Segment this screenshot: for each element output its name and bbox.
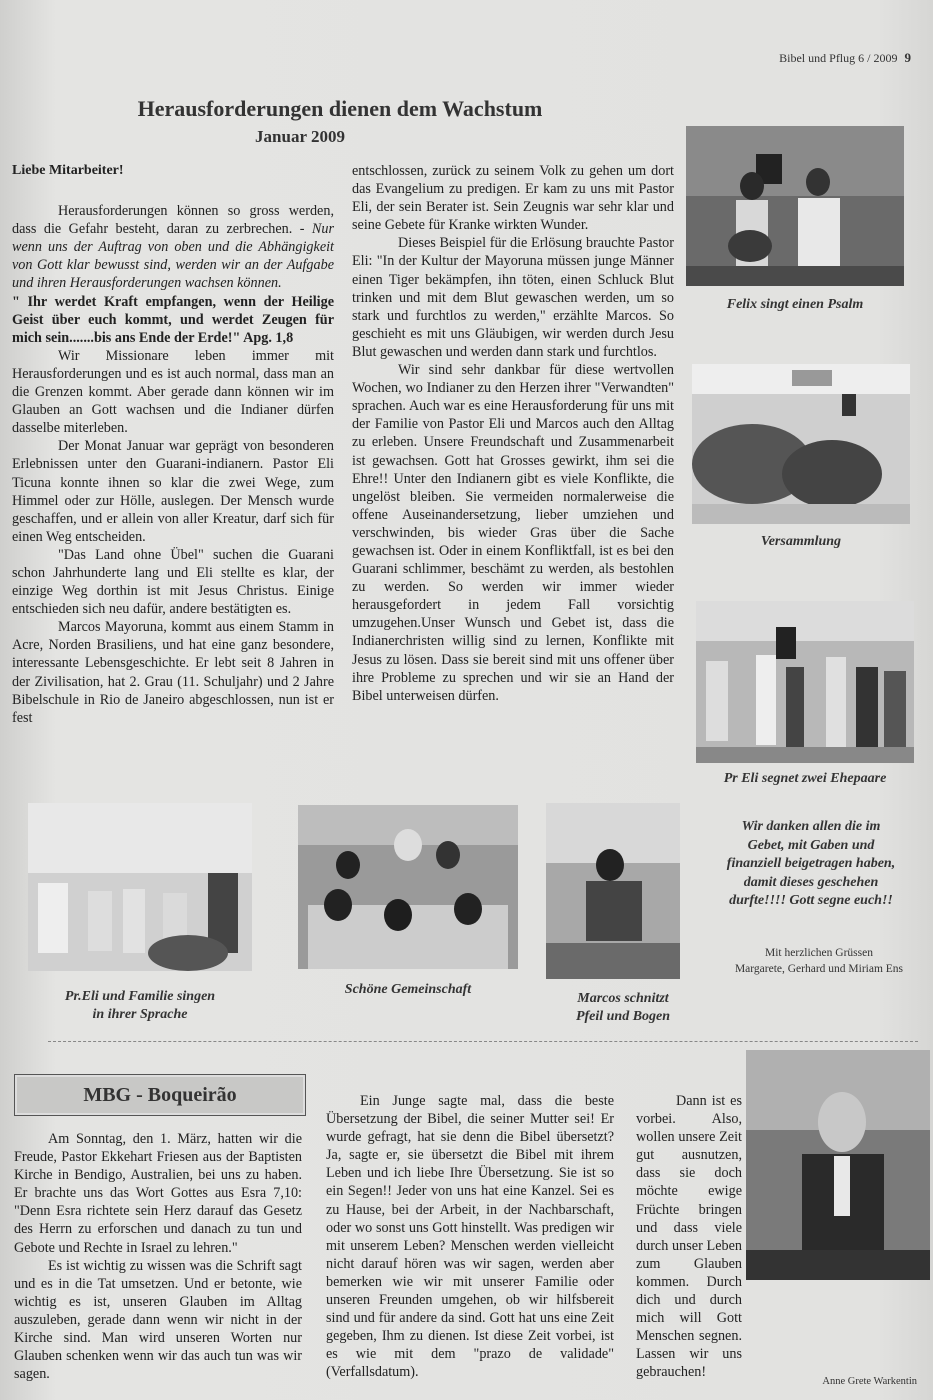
issue-number: 6 / 2009 (858, 51, 898, 65)
second-paragraph-2: Es ist wichtig zu wissen was die Schrift sagt und es in die Tat umsetzen. Und er betonte, wie wichtig es ist, unseren Glauben im Alltag auszuleben, gerade dann wenn wir nicht in der Kirche sind. Man wird unseren Worten nur Glauben schenken wenn wir das auch tun was wir sagen. (14, 1257, 302, 1383)
thanks-line-2: Gebet, mit Gaben und (747, 837, 875, 853)
second-column-1 (14, 1130, 302, 1383)
thanks-line-3: finanziell beigetragen haben, (726, 856, 896, 871)
paragraph-5: Marcos Mayoruna, kommt aus einem Stamm in Acre, Norden Brasiliens, und hat eine ganz besondere, interessante Lebensgeschichte. Er lebt seit 8 Jahren in der Zivilisation, hat 2. Grau (11. Schuljahr) und 2 Jahre Bibelschule in Rio de Janeiro abgeschlossen, nun ist er fest (12, 619, 334, 726)
thanks-line-1: Wir danken allen die im (741, 819, 881, 834)
regards-line-1: Mit herzlichen Grüssen (765, 947, 873, 959)
photo-eli-family (28, 803, 252, 971)
caption-eli: Pr Eli segnet zwei Ehepaare (723, 771, 887, 786)
caption-marcos-line-1: Marcos schnitzt (577, 991, 669, 1006)
paragraph-4: "Das Land ohne Übel" suchen die Guarani schon Jahrhunderte lang und Eli stellte es klar, der einzige Weg dorthin ist mit Jesus Christus. Einige entschieden sich neu dafür, andere bestätigten es. (12, 546, 334, 618)
paragraph-7: Dieses Beispiel für die Erlösung brauchte Pastor Eli: "In der Kultur der Mayoruna müssen junge Männer einen Tiger bekämpfen, ihn töten, einen Schluck Blut trinken und mit dem Blut gewaschen werden, um so stark und furchtlos zu werden," erzählte Marcos. So geschieht es mit uns Gläubigen, wir werden durch Jesu Blut gewaschen und werden dann stark und furchtlos. (352, 235, 674, 360)
article-column-1 (12, 162, 334, 727)
caption-gemeinschaft: Schöne Gemeinschaft (344, 982, 472, 997)
bible-verse: " Ihr werdet Kraft empfangen, wenn der Heilige Geist über euch kommt, und werdet Zeugen für mich sein.......bis ans Ende der Erde!" Apg. 1,8 (12, 293, 334, 346)
section-divider (48, 1041, 918, 1042)
intro-italic-text: Nur wenn uns der Auftrag von oben und die Abhängigkeit von Gott klar bewusst sind, werden wir an der Aufgabe und ihren Herausforderungen wachsen können. (12, 221, 334, 292)
regards (716, 945, 922, 977)
article-title: Herausforderungen dienen dem Wachstum (137, 96, 543, 121)
caption-marcos (546, 990, 700, 1026)
article-column-2 (352, 162, 674, 705)
second-column-2 (326, 1092, 614, 1382)
journal-name: Bibel und Pflug (779, 51, 856, 65)
paragraph-2: Wir Missionare leben immer mit Herausforderungen und es ist auch normal, dass man an die Grenzen kommt. Aber gerade dann können wir im Glauben an Gott wachsen und die Indianer dürfen dasselbe miterleben. (12, 347, 334, 437)
caption-family (28, 988, 252, 1024)
intro-paragraph (12, 202, 334, 292)
section-title-box: MBG - Boqueirão (14, 1074, 306, 1116)
caption-versammlung: Versammlung (760, 534, 842, 549)
photo-felix-psalm (686, 126, 904, 286)
regards-line-2: Margarete, Gerhard und Miriam Ens (734, 963, 904, 975)
caption-family-line-2: in ihrer Sprache (92, 1007, 188, 1022)
photo-gemeinschaft (298, 805, 518, 969)
thanks-line-4: damit dieses geschehen (743, 874, 879, 890)
caption-felix: Felix singt einen Psalm (726, 297, 864, 312)
page-number: 9 (904, 50, 911, 65)
paragraph-6: entschlossen, zurück zu seinem Volk zu gehen um dort das Evangelium zu predigen. Er kam zu uns mit Pastor Eli, der sein Berater ist. Sein Zeugnis war sehr klar und seine Gebete für Kranke wirkten Wunder. (352, 163, 674, 234)
photo-eli-blessing (696, 601, 914, 763)
intro-text: Herausforderungen können so gross werden, dass die Gefahr besteht, daran zu zerbrechen. - (12, 203, 334, 238)
second-column-3a (636, 1092, 742, 1382)
paragraph-8: Wir sind sehr dankbar für diese wertvollen Wochen, wo Indianer zu den Herzen ihrer "Verwandten" sprachen. Auch war es eine Herausforderung für uns mit der Familie von Pastor Eli und Marcos auch den Alltag zu erleben. Unsere Freundschaft und Zusammenarbeit ist gewachsen. Gott hat Grosses gewirkt, ihm sei die Ehre!! Unter den Indianern gibt es viele Konflikte, die ungelöst bleiben. Sie vermeiden normalerweise die offene Auseinandersetzung, lieber umziehen und verschwinden, bis wieder Gras über die Sache gewachsen ist. Oder in einem Konfliktfall, ist es bei den Guarani schlimmer, beschämt zu werden, als bestohlen zu werden. So werden wir immer wieder herausgefordert in jedem Fall vorsichtig umzugehen.Unser Wunsch und Gebet ist, dass die Indianerchristen willig sind zu lernen, Konflikte mit Jesus zu lösen. Dass sie bereit sind mit uns offener über ihre Probleme zu sprechen und wir sie an Hand der Bibel unterweisen dürfen. (352, 362, 674, 704)
thanks-message (706, 818, 916, 911)
paragraph-3: Der Monat Januar war geprägt von besonderen Erlebnissen unter den Guarani-indianern. Pastor Eli Ticuna konnte ihnen so klar die zwei Wege, zum Himmel oder zur Hölle, auslegen. Der Mensch wurde geschaffen, und er allein von aller Kreatur, darf sich für einen Weg entscheiden. (12, 438, 334, 545)
second-paragraph-1: Am Sonntag, den 1. März, hatten wir die Freude, Pastor Ekkehart Friesen aus der Baptisten Kirche in Bendigo, Australien, bei uns zu haben. Er brachte uns das Wort Gottes aus Esra 7,10: "Denn Esra richtete sein Herz darauf das Gesetz des Herrn zu erforschen und danach zu tun und Gebote und Rechte in Israel zu lehren." (14, 1131, 302, 1256)
photo-marcos (546, 803, 680, 979)
page-header (779, 50, 911, 66)
caption-family-line-1: Pr.Eli und Familie singen (64, 989, 216, 1004)
thanks-line-5: durfte!!!! Gott segne euch!! (729, 893, 893, 908)
second-paragraph-3: Ein Junge sagte mal, dass die beste Übersetzung der Bibel, die seiner Mutter sei! Er wurde gefragt, hat sie denn die Bibel übersetzt? Ja, sagte er, sie übersetzt die Bibel mit ihrem Leben und ich liebe Ihre Übersetzung. Sie ist so ein Segen!! Jeder von uns hat eine Kanzel. Sei es zu Hause, bei der Arbeit, in der Nachbarschaft, oder wo sonst uns Gott hinstellt. Was predigen wir mit unserem Leben? Menschen werden vielleicht nicht darauf hören was wir sagen, werden aber bemerken wie wir mit unserer Familie oder unseren Freunden umgehen, ob wir hilfsbereit sind und für andere da sind. Gott hat uns eine Zeit gegeben, Ihm zu dienen. Ist diese Zeit vorbei, ist es wie mit dem "prazo de validade" (Verfallsdatum). (326, 1093, 614, 1381)
photo-pastor (746, 1050, 930, 1280)
article-subtitle: Januar 2009 (255, 127, 345, 146)
photo-versammlung (692, 364, 910, 524)
caption-marcos-line-2: Pfeil und Bogen (575, 1009, 671, 1024)
second-paragraph-4: Dann ist es vorbei. Also, wollen unsere Zeit gut ausnutzen, dass sie doch möchte ewige Früchte bringen und dass viele durch unser Leben zum Glauben kommen. Durch dich und durch mich will Gott Menschen segnen. Lassen wir uns gebrauchen! (636, 1093, 742, 1381)
author-signature: Anne Grete Warkentin (822, 1376, 917, 1387)
greeting: Liebe Mitarbeiter! (12, 163, 124, 178)
